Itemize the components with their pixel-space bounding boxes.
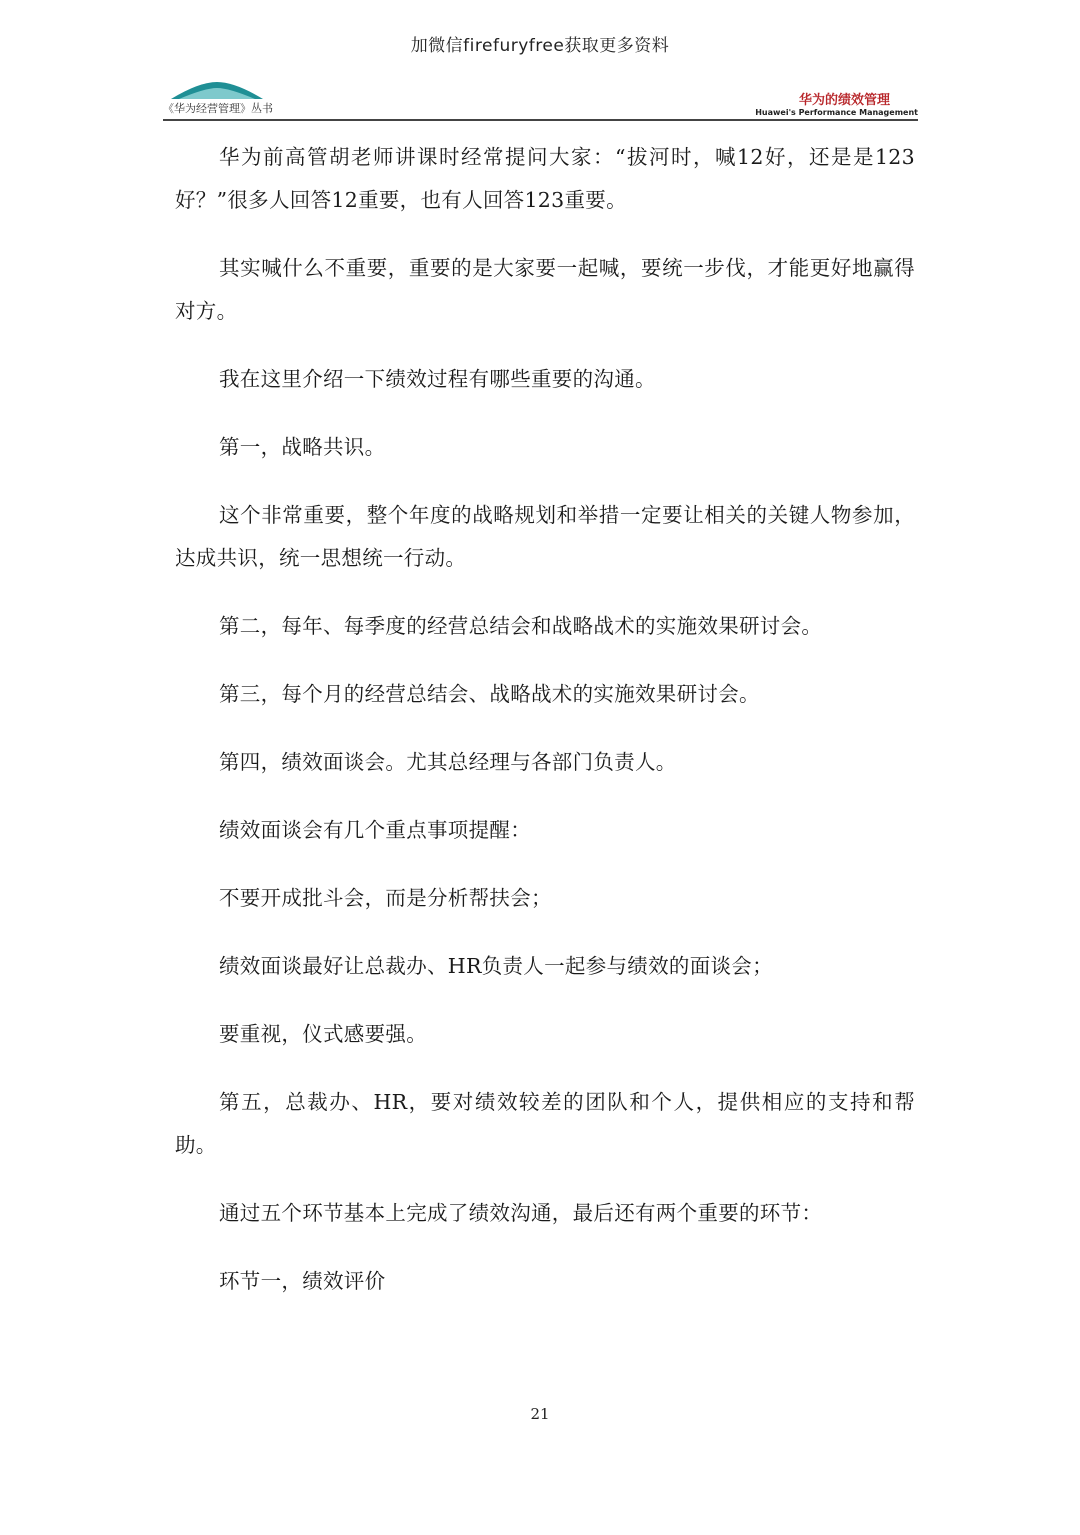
paragraph: 第五，总裁办、HR，要对绩效较差的团队和个人，提供相应的支持和帮助。: [175, 1090, 915, 1157]
brand-title-en: Huawei's Performance Management: [755, 108, 918, 117]
paragraph: 第一，战略共识。: [219, 435, 386, 459]
paragraph: 不要开成批斗会，而是分析帮扶会；: [219, 886, 552, 910]
brand-title-cn: 华为的绩效管理: [798, 93, 890, 108]
header-divider: [163, 119, 918, 121]
page-number: 21: [530, 1405, 550, 1423]
paragraph: 绩效面谈会有几个重点事项提醒：: [219, 818, 531, 842]
paragraph: 华为前高管胡老师讲课时经常提问大家：“拔河时，喊12好，还是是123好？”很多人回答12重要，也有人回答123重要。: [175, 145, 915, 212]
paragraph: 环节一，绩效评价: [219, 1269, 386, 1293]
top-note: 加微信firefuryfree获取更多资料: [410, 36, 670, 56]
mountain-logo-icon: [169, 80, 265, 100]
page-header: [163, 76, 918, 122]
paragraph: 绩效面谈最好让总裁办、HR负责人一起参与绩效的面谈会；: [219, 954, 773, 978]
series-title: 《华为经营管理》丛书: [163, 102, 273, 115]
paragraph: 第二，每年、每季度的经营总结会和战略战术的实施效果研讨会。: [219, 614, 823, 638]
paragraph: 通过五个环节基本上完成了绩效沟通，最后还有两个重要的环节：: [219, 1201, 823, 1225]
paragraph: 要重视，仪式感要强。: [219, 1022, 427, 1046]
paragraph: 第四，绩效面谈会。尤其总经理与各部门负责人。: [219, 750, 677, 774]
paragraph: 我在这里介绍一下绩效过程有哪些重要的沟通。: [219, 367, 656, 391]
body-text: [175, 136, 915, 1328]
paragraph: 第三，每个月的经营总结会、战略战术的实施效果研讨会。: [219, 682, 760, 706]
paragraph: 这个非常重要，整个年度的战略规划和举措一定要让相关的关键人物参加，达成共识，统一思想统一行动。: [175, 503, 915, 570]
paragraph: 其实喊什么不重要，重要的是大家要一起喊，要统一步伐，才能更好地赢得对方。: [175, 256, 915, 323]
